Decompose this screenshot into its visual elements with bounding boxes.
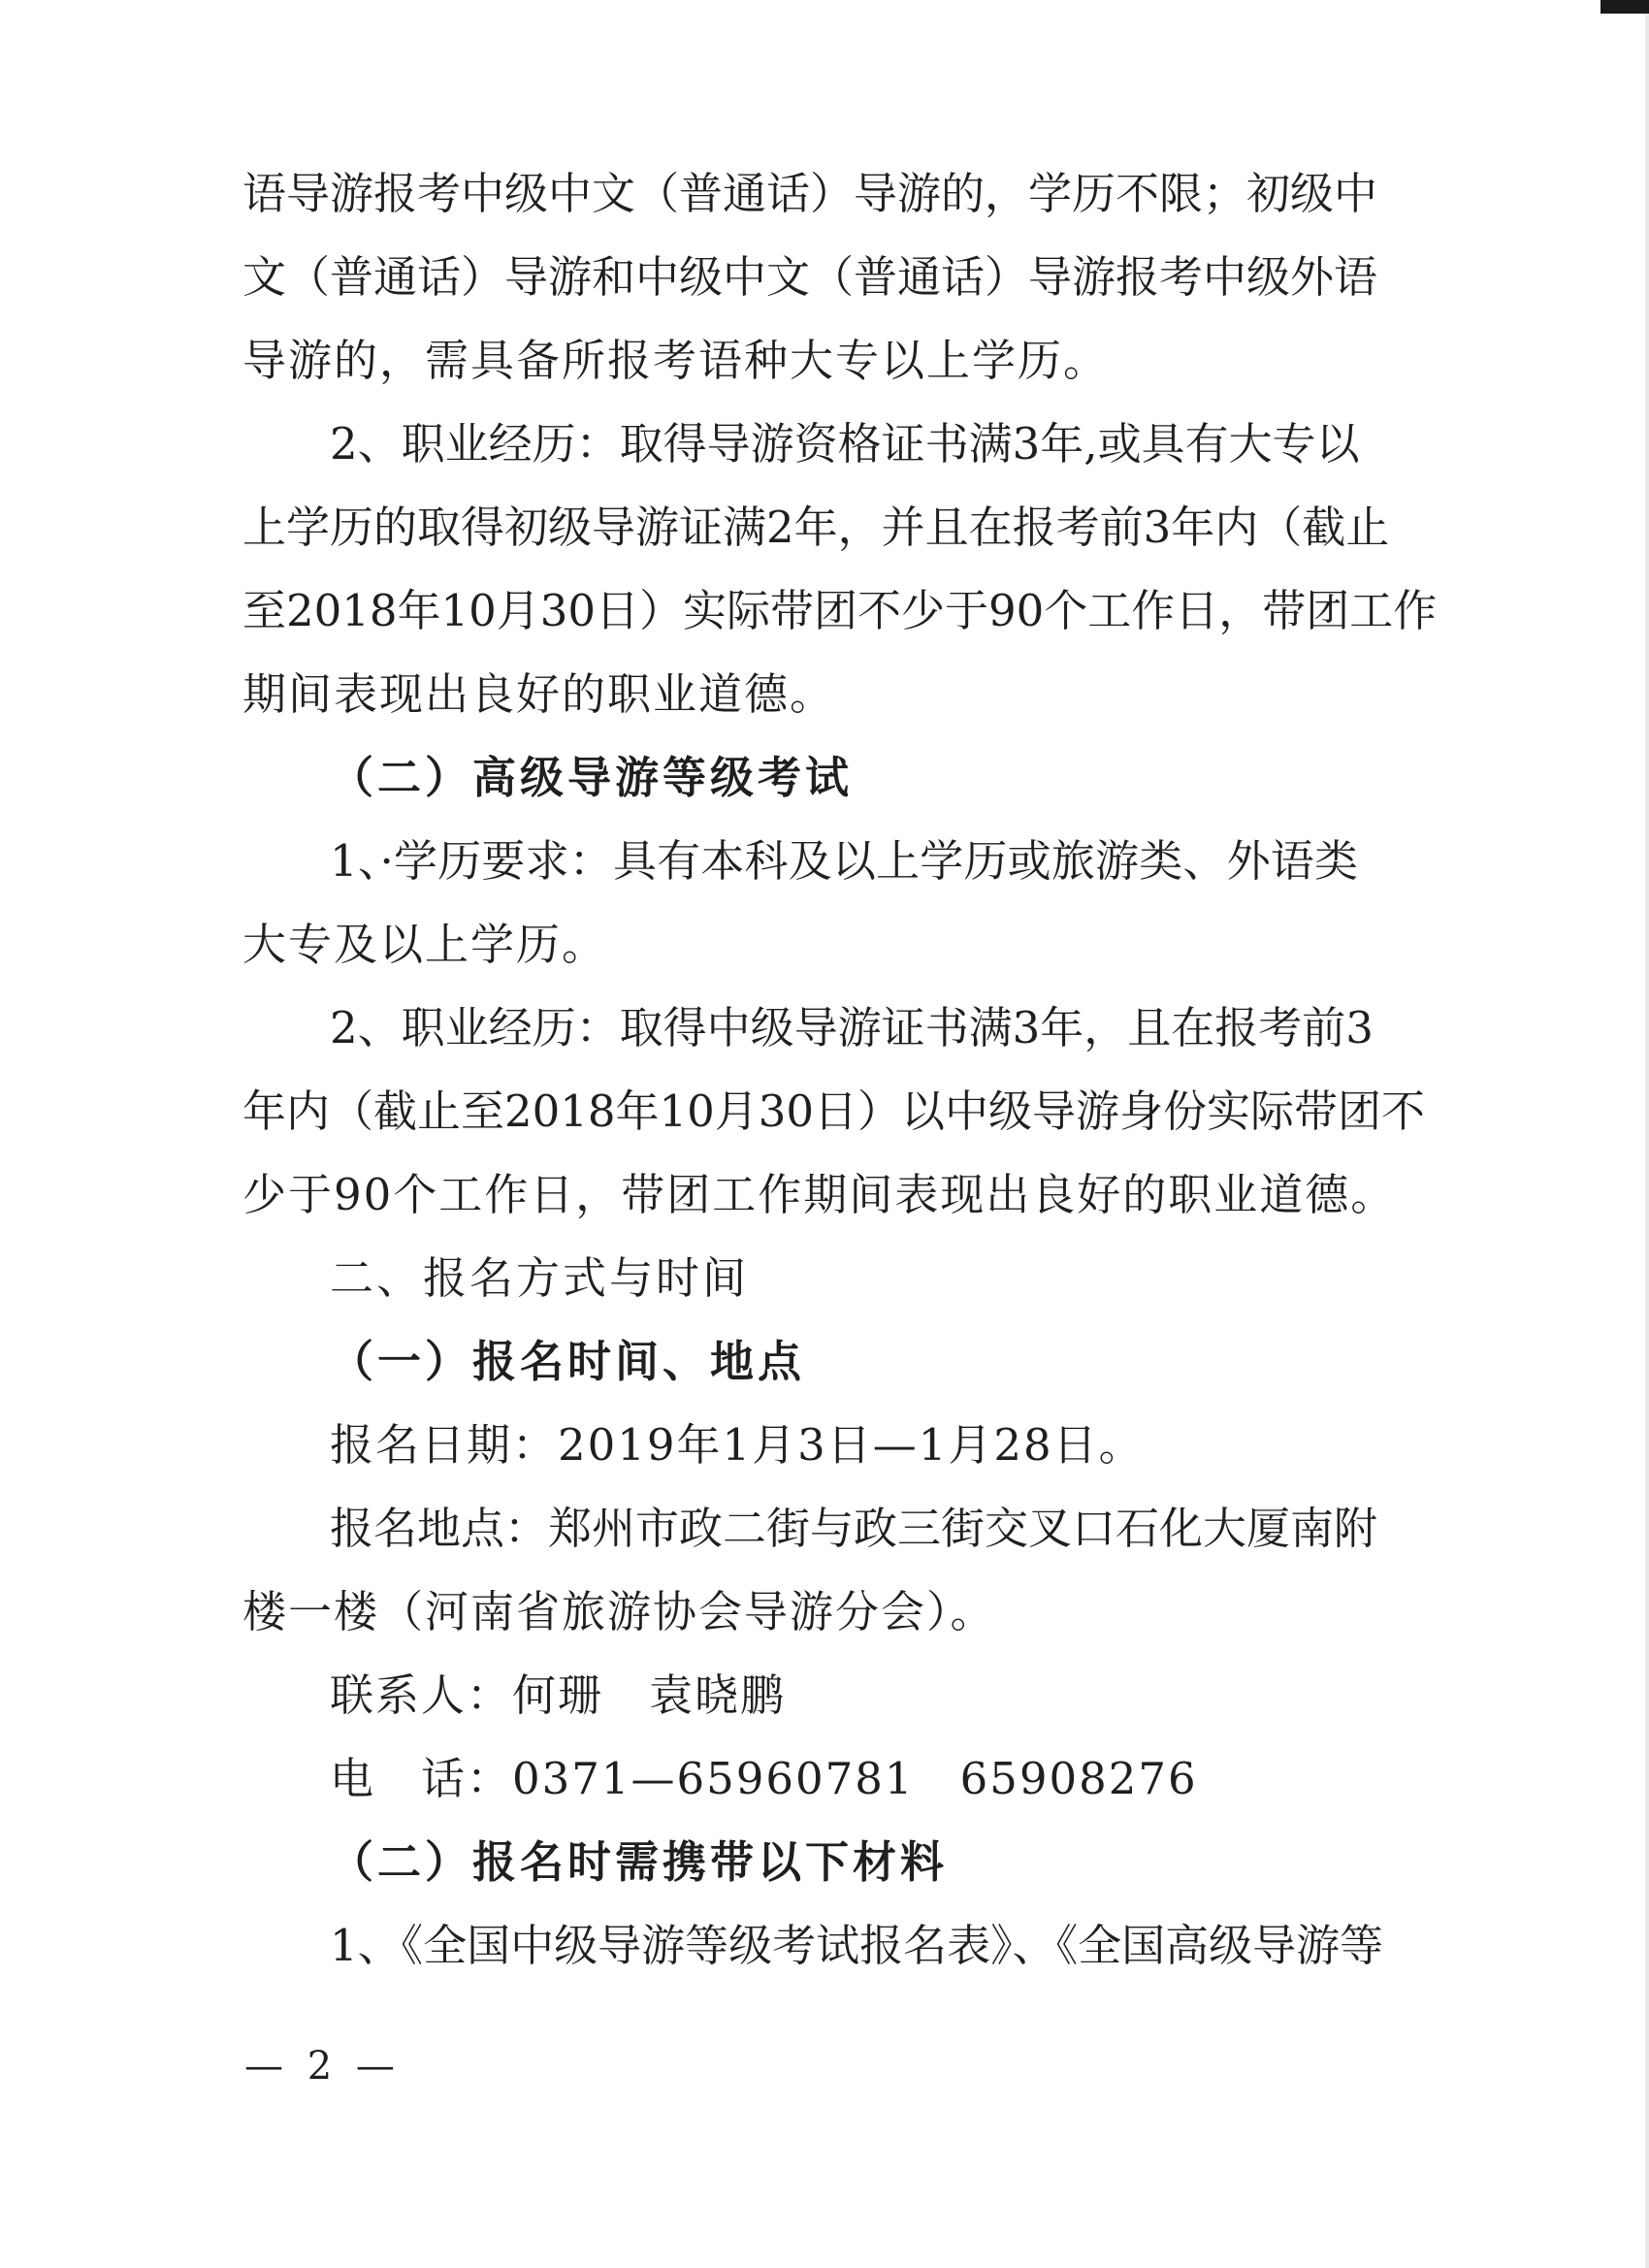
paragraph-line: 大专及以上学历。 [242, 919, 608, 970]
paragraph-line: 少于90个工作日，带团工作期间表现出良好的职业道德。 [242, 1169, 1397, 1220]
page-number: — 2 — [244, 2044, 401, 2089]
paragraph-line: 2、职业经历：取得中级导游证书满3年，且在报考前3 [330, 1002, 1374, 1053]
paragraph-line: 上学历的取得初级导游证满2年，并且在报考前3年内（截止 [242, 502, 1390, 553]
scan-corner-mark [1600, 0, 1649, 14]
paragraph-line: 联系人：何珊 袁晓鹏 [330, 1669, 787, 1721]
section-heading: （一）报名时间、地点 [330, 1336, 806, 1387]
paragraph-line: 1、·学历要求：具有本科及以上学历或旅游类、外语类 [330, 835, 1358, 887]
section-heading: （二）报名时需携带以下材料 [330, 1836, 949, 1888]
paragraph-line: 期间表现出良好的职业道德。 [242, 668, 836, 720]
paragraph-line: 年内（截止至2018年10月30日）以中级导游身份实际带团不 [242, 1085, 1426, 1137]
paragraph-line: 2、职业经历：取得导游资格证书满3年,或具有大专以 [330, 418, 1360, 470]
paragraph-line: 楼一楼（河南省旅游协会导游分会）。 [242, 1586, 996, 1637]
paragraph-line: 至2018年10月30日）实际带团不少于90个工作日，带团工作 [242, 585, 1438, 636]
section-heading: 二、报名方式与时间 [330, 1252, 750, 1304]
paragraph-line: 报名日期：2019年1月3日—1月28日。 [330, 1419, 1145, 1471]
paragraph-line: 报名地点：郑州市政二街与政三街交叉口石化大厦南附 [330, 1503, 1378, 1554]
paragraph-line: 文（普通话）导游和中级中文（普通话）导游报考中级外语 [242, 251, 1378, 303]
paragraph-line: 1、《全国中级导游等级考试报名表》、《全国高级导游等 [330, 1920, 1384, 1971]
paragraph-line: 电 话：0371—65960781 65908276 [330, 1753, 1198, 1804]
paragraph-line: 语导游报考中级中文（普通话）导游的，学历不限；初级中 [242, 168, 1378, 219]
section-heading: （二）高级导游等级考试 [330, 752, 854, 803]
paragraph-line: 导游的，需具备所报考语种大专以上学历。 [242, 335, 1110, 386]
scan-edge [1645, 0, 1649, 2268]
